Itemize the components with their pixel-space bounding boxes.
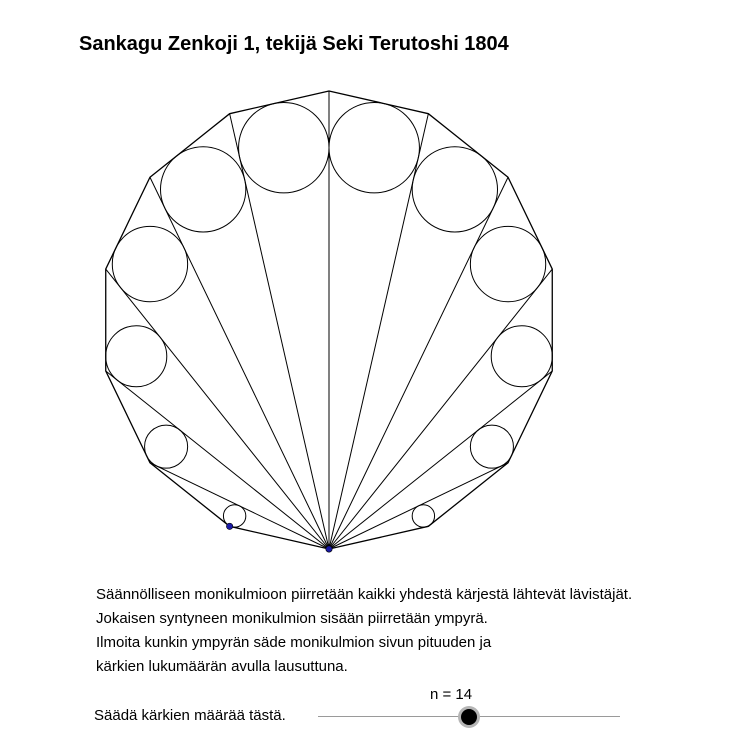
diagonal-9 xyxy=(329,177,508,549)
incircle-9 xyxy=(470,226,545,301)
diagonal-10 xyxy=(329,269,552,549)
incircle-2 xyxy=(145,425,188,468)
description xyxy=(96,583,632,679)
description-line-1: Säännölliseen monikulmioon piirretään kaikki yhdestä kärjestä lähtevät lävistäjät. xyxy=(96,586,633,603)
incircle-7 xyxy=(329,102,419,192)
incircle-8 xyxy=(412,147,497,232)
incircle-5 xyxy=(161,147,246,232)
incircle-1 xyxy=(223,505,245,527)
slider-caption: Säädä kärkien määrää tästä. xyxy=(94,707,286,724)
incircle-6 xyxy=(239,102,329,192)
description-line-3: Ilmoita kunkin ympyrän säde monikulmion sivun pituuden ja xyxy=(96,634,492,651)
n-value-label: n = 14 xyxy=(430,686,473,703)
description-line-4: kärkien lukumäärän avulla lausuttuna. xyxy=(96,658,348,675)
incircle-11 xyxy=(470,425,513,468)
second-vertex-point xyxy=(226,523,232,529)
slider-knob[interactable] xyxy=(461,709,477,725)
incircle-4 xyxy=(112,226,187,301)
incircle-12 xyxy=(412,505,434,527)
anchor-vertex-point xyxy=(326,546,332,552)
incircle-3 xyxy=(106,326,167,387)
diagonal-11 xyxy=(329,371,552,549)
diagonal-5 xyxy=(150,177,329,549)
diagonal-3 xyxy=(106,371,329,549)
vertex-count-slider[interactable] xyxy=(318,706,620,728)
page-title: Sankagu Zenkoji 1, tekijä Seki Terutoshi 1804 xyxy=(79,33,509,55)
diagonal-4 xyxy=(106,269,329,549)
incircle-10 xyxy=(491,326,552,387)
description-line-2: Jokaisen syntyneen monikulmion sisään piirretään ympyrä. xyxy=(96,610,488,627)
